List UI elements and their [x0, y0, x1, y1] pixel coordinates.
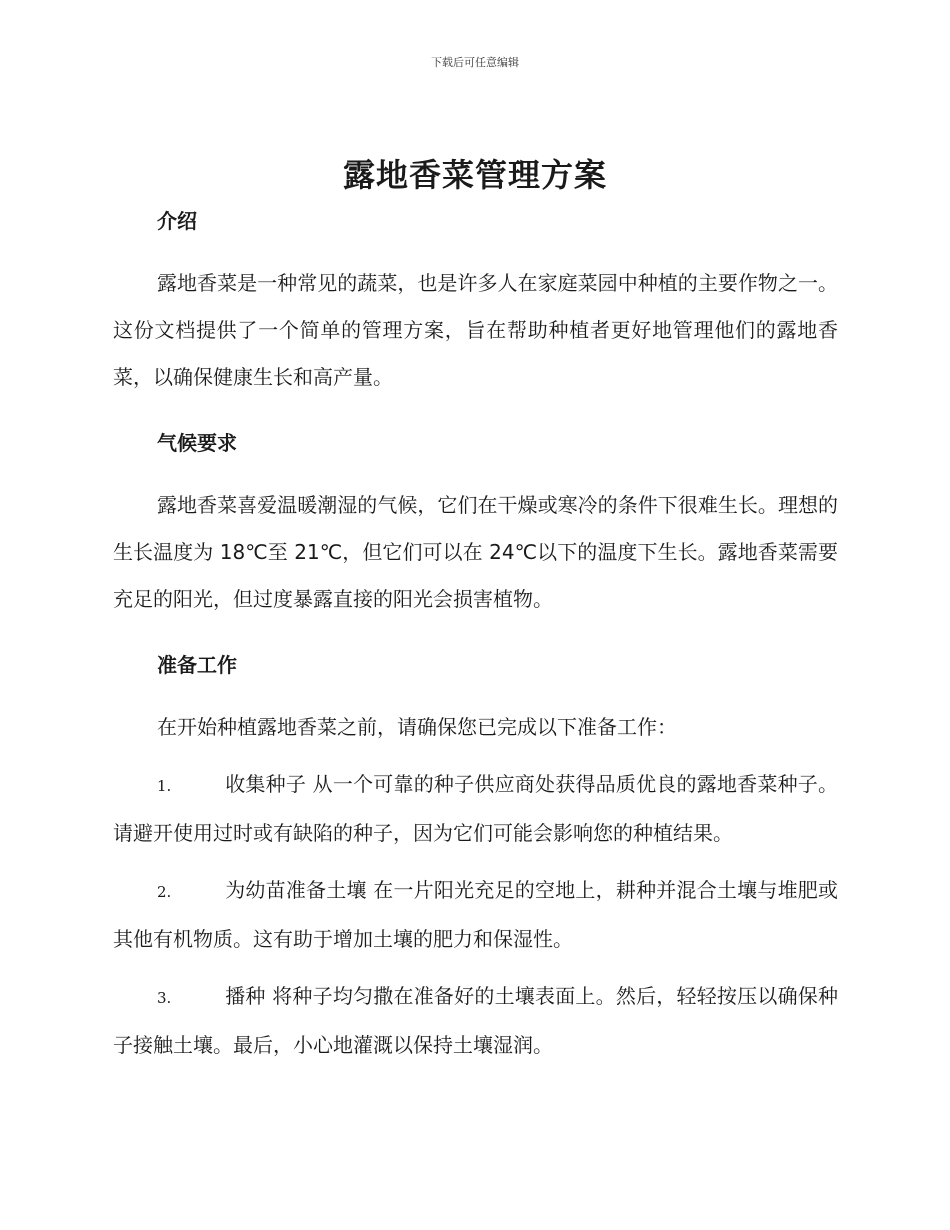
list-item: [113, 973, 838, 1069]
list-number: 1.: [157, 777, 172, 795]
list-number: 2.: [157, 883, 172, 901]
list-item-text: 收集种子 从一个可靠的种子供应商处获得品质优良的露地香菜种子。请避开使用过时或有缺陷的种子，因为它们可能会影响您的种植结果。: [113, 772, 838, 845]
list-item: [113, 761, 838, 857]
page-header-note: 下载后可任意编辑: [431, 56, 519, 69]
list-item: [113, 867, 838, 963]
list-item-text: 播种 将种子均匀撒在准备好的土壤表面上。然后，轻轻按压以确保种子接触土壤。最后，小心地灌溉以保持土壤湿润。: [113, 984, 838, 1057]
document-title: 露地香菜管理方案: [342, 156, 607, 194]
paragraph: 露地香菜喜爱温暖潮湿的气候，它们在干燥或寒冷的条件下很难生长。理想的生长温度为 18℃至 21℃，但它们可以在 24℃以下的温度下生长。露地香菜需要充足的阳光，但过度暴露直接的阳光会损害植物。: [113, 493, 838, 611]
section-climate: [113, 426, 838, 623]
section-introduction: [113, 204, 838, 401]
paragraph: 在开始种植露地香菜之前，请确保您已完成以下准备工作：: [157, 715, 677, 739]
list-item-text: 为幼苗准备土壤 在一片阳光充足的空地上，耕种并混合土壤与堆肥或其他有机物质。这有助于增加土壤的肥力和保湿性。: [113, 878, 838, 951]
paragraph: 露地香菜是一种常见的蔬菜，也是许多人在家庭菜园中种植的主要作物之一。这份文档提供了一个简单的管理方案，旨在帮助种植者更好地管理他们的露地香菜，以确保健康生长和高产量。: [113, 271, 838, 389]
section-heading: 介绍: [157, 209, 197, 233]
section-heading: 气候要求: [157, 431, 237, 455]
list-number: 3.: [157, 989, 172, 1007]
section-preparation: [113, 648, 838, 1069]
document-body: [113, 204, 838, 1069]
section-heading: 准备工作: [157, 653, 237, 677]
